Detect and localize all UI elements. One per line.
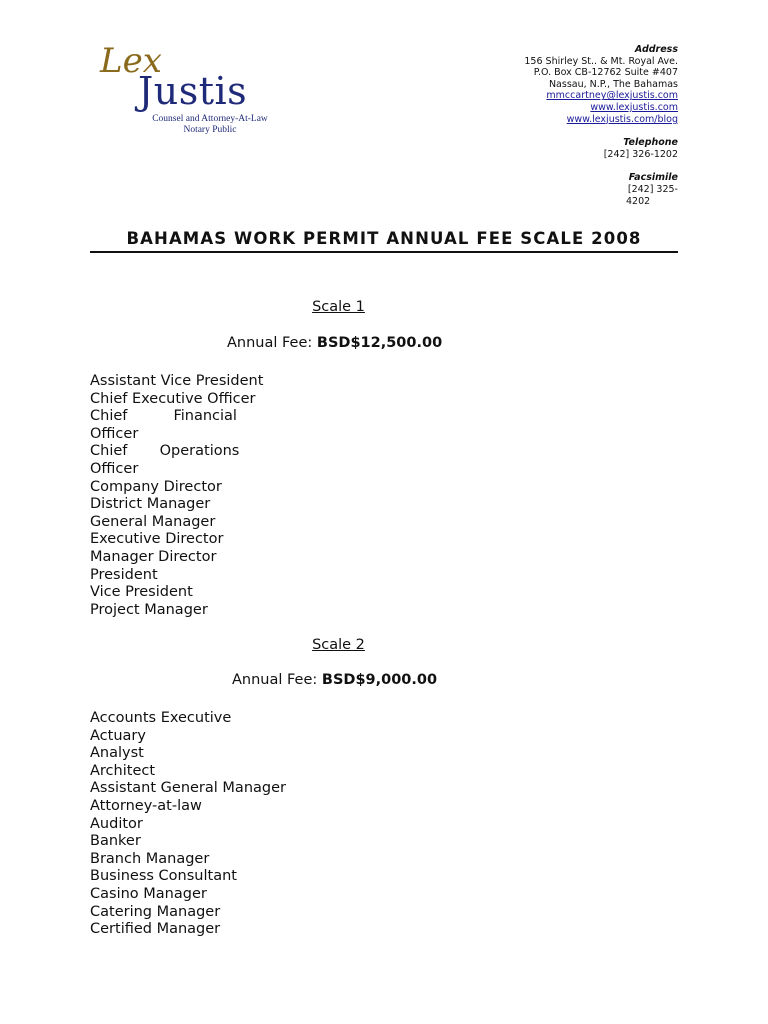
fax-heading: Facsimile — [628, 172, 678, 184]
position-item: District Manager — [90, 496, 211, 513]
position-item: Casino Manager — [90, 885, 207, 902]
fax-line-1: [242] 325- — [627, 183, 678, 195]
position-item: Manager Director — [90, 548, 217, 565]
website-link[interactable]: www.lexjustis.com — [590, 101, 678, 113]
contact-block — [418, 44, 678, 207]
title-underline — [90, 251, 678, 253]
telephone-heading: Telephone — [623, 137, 678, 149]
address-line-1: 156 Shirley St.. & Mt. Royal Ave. — [524, 55, 678, 67]
blog-link[interactable]: www.lexjustis.com/blog — [566, 113, 678, 125]
scale-2-fee — [232, 672, 437, 688]
scale-1-heading: Scale 1 — [312, 299, 365, 315]
position-item: General Manager — [90, 513, 216, 530]
lex-justis-logo — [98, 41, 276, 136]
position-item: Accounts Executive — [90, 710, 232, 726]
scale-2-fee-amount: BSD$9,000.00 — [321, 672, 438, 688]
position-item: Assistant Vice President — [90, 373, 264, 389]
scale-1-fee-label: Annual Fee: — [227, 335, 317, 351]
email-link[interactable]: mmccartney@lexjustis.com — [546, 90, 678, 102]
position-item: Chief Operations — [90, 443, 240, 460]
position-item: Officer — [90, 460, 139, 477]
position-item: Vice President — [90, 584, 193, 601]
position-item: Architect — [90, 762, 156, 779]
logo-lex-text: Lex — [100, 41, 162, 81]
position-item: Assistant General Manager — [90, 780, 286, 797]
scale-2-position-list — [90, 710, 286, 939]
scale-2-heading: Scale 2 — [312, 637, 365, 653]
scale-1-fee — [227, 335, 442, 351]
position-item: Project Manager — [90, 601, 208, 618]
telephone-number: [242] 326-1202 — [603, 148, 678, 160]
position-item: Analyst — [90, 745, 144, 762]
position-item: Banker — [90, 833, 141, 850]
position-item: Chief Executive Officer — [90, 390, 256, 407]
logo-subtitle-line2: Notary Public — [183, 125, 237, 135]
position-item: Certified Manager — [90, 921, 221, 938]
position-item: Auditor — [90, 815, 143, 832]
position-item: Branch Manager — [90, 850, 210, 867]
position-item: Catering Manager — [90, 903, 221, 920]
position-item: Attorney-at-law — [90, 797, 202, 814]
position-item: Chief Financial — [90, 408, 237, 425]
position-item: Executive Director — [90, 531, 224, 548]
address-heading: Address — [634, 44, 678, 55]
scale-1-position-list — [90, 373, 263, 619]
position-item: Actuary — [90, 727, 146, 744]
position-item: President — [90, 566, 158, 583]
fax-line-2: 4202 — [626, 195, 651, 207]
logo-subtitle — [150, 114, 270, 136]
address-line-3: Nassau, N.P., The Bahamas — [548, 78, 678, 90]
position-item: Business Consultant — [90, 868, 237, 885]
position-item: Officer — [90, 425, 139, 442]
scale-1-fee-amount: BSD$12,500.00 — [316, 335, 443, 351]
logo-justis-text: Justis — [138, 69, 248, 113]
position-item: Company Director — [90, 478, 222, 495]
address-line-2: P.O. Box CB-12762 Suite #407 — [533, 67, 678, 79]
page-title: BAHAMAS WORK PERMIT ANNUAL FEE SCALE 2008 — [126, 229, 642, 248]
logo-subtitle-line1: Counsel and Attorney-At-Law — [152, 114, 268, 124]
scale-2-fee-label: Annual Fee: — [232, 672, 322, 688]
